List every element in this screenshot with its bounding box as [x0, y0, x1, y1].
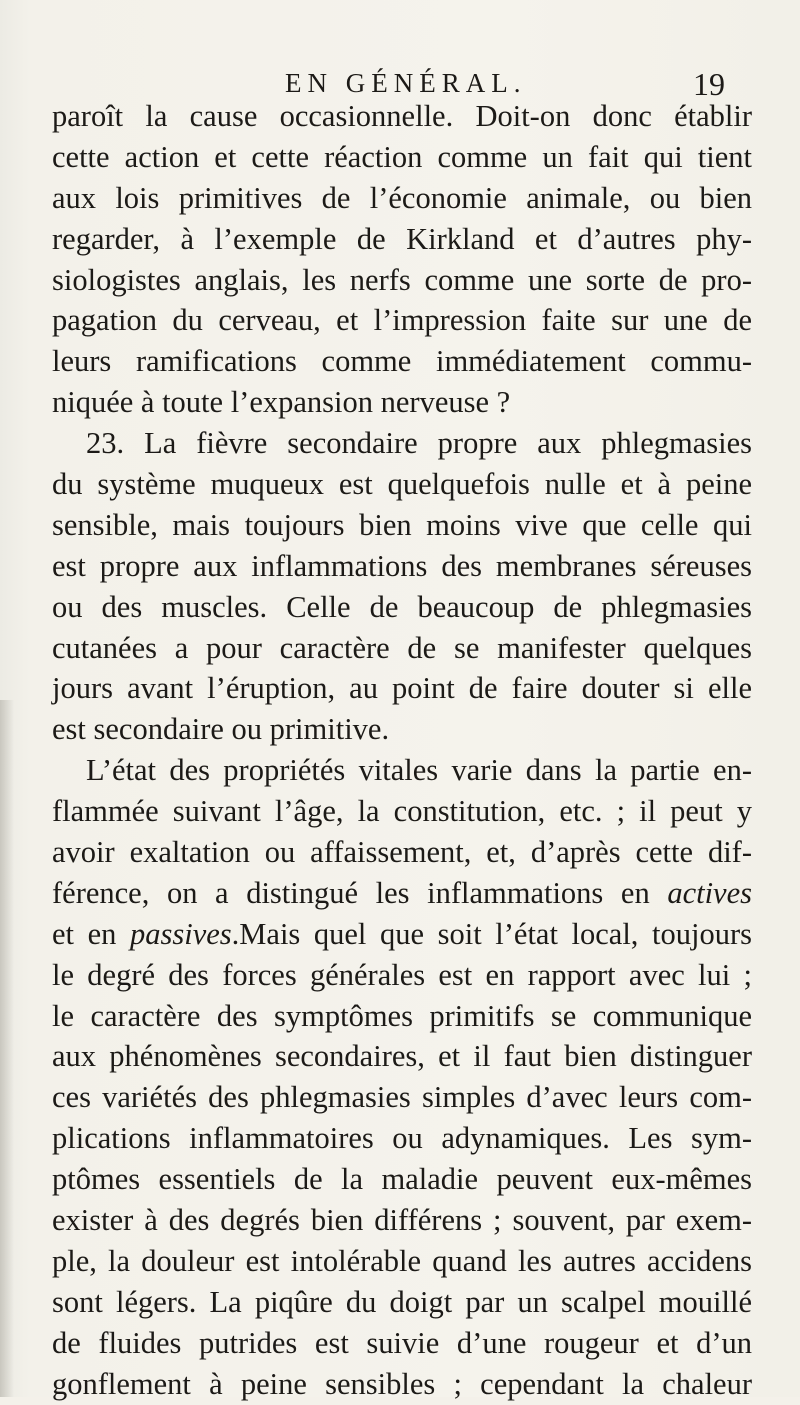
- text-line: regarder, à l’exemple de Kirkland et d’autres phy-: [52, 221, 752, 256]
- text-line: du système muqueux est quelquefois nulle et à peine: [52, 467, 752, 502]
- page-number: 19: [693, 66, 725, 102]
- text-line: sensible, mais toujours bien moins vive que celle qui: [52, 507, 752, 542]
- text-line: ces variétés des phlegmasies simples d’avec leurs com-: [52, 1080, 752, 1115]
- text-line: est secondaire ou primitive.: [52, 712, 390, 747]
- text-line: ou des muscles. Celle de beaucoup de phlegmasies: [52, 589, 752, 624]
- text-line: aux phénomènes secondaires, et il faut bien distinguer: [52, 1039, 752, 1074]
- running-title: EN GÉNÉRAL.: [285, 68, 527, 98]
- text-line: ptômes essentiels de la maladie peuvent eux-mêmes: [52, 1162, 752, 1197]
- text-line: siologistes anglais, les nerfs comme une sorte de pro-: [52, 262, 752, 297]
- text-line: exister à des degrés bien différens ; souvent, par exem-: [52, 1203, 752, 1238]
- page-gutter-shadow: [0, 700, 14, 1397]
- text-fragment: .Mais quel que soit l’état local, toujours: [231, 916, 752, 951]
- text-line-with-italic: [52, 873, 752, 914]
- text-line: le degré des forces générales est en rapport avec lui ;: [52, 957, 752, 992]
- text-fragment: férence, on a distingué les inflammations en: [52, 875, 650, 910]
- text-line: pagation du cerveau, et l’impression faite sur une de: [52, 303, 752, 338]
- text-line: aux lois primitives de l’économie animale, ou bien: [52, 180, 752, 215]
- text-line-with-italic: [52, 914, 752, 955]
- text-line: cutanées a pour caractère de se manifester quelques: [52, 630, 752, 665]
- italic-term-actives: actives: [667, 875, 752, 910]
- text-line: le caractère des symptômes primitifs se communique: [52, 998, 752, 1033]
- text-line: leurs ramifications comme immédiatement commu-: [52, 344, 752, 379]
- text-line: jours avant l’éruption, au point de faire douter si elle: [52, 671, 752, 706]
- paragraph-start: L’état des propriétés vitales varie dans la partie en-: [86, 753, 752, 788]
- text-line: paroît la cause occasionnelle. Doit-on donc établir: [52, 99, 752, 133]
- text-line: niquée à toute l’expansion nerveuse ?: [52, 385, 511, 420]
- text-fragment: et en: [52, 916, 117, 951]
- text-line: cette action et cette réaction comme un fait qui tient: [52, 139, 752, 174]
- text-line: flammée suivant l’âge, la constitution, etc. ; il peut y: [52, 794, 752, 829]
- text-line: plications inflammatoires ou adynamiques. Les sym-: [52, 1121, 752, 1156]
- italic-term-passives: passives: [130, 916, 232, 951]
- paragraph-23-start: 23. La fièvre secondaire propre aux phlegmasies: [86, 426, 752, 461]
- text-line: ple, la douleur est intolérable quand les autres accidens: [52, 1243, 752, 1278]
- text-line: de fluides putrides est suivie d’une rougeur et d’un: [52, 1325, 752, 1360]
- text-line: gonflement à peine sensibles ; cependant la chaleur: [52, 1366, 752, 1401]
- body-text: [52, 96, 752, 1405]
- text-line: sont légers. La piqûre du doigt par un scalpel mouillé: [52, 1284, 752, 1319]
- text-line: est propre aux inflammations des membranes séreuses: [52, 548, 752, 583]
- text-line: avoir exaltation ou affaissement, et, d’après cette dif-: [52, 835, 752, 870]
